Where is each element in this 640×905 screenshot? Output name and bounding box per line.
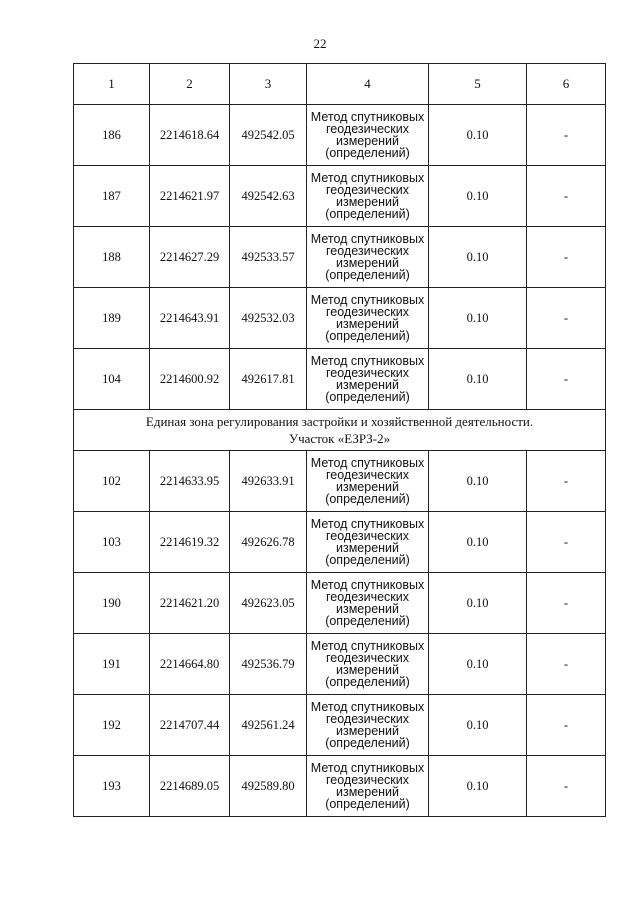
point-number-cell: 188: [74, 227, 150, 288]
accuracy-cell: 0.10: [429, 288, 527, 349]
table-row: [74, 756, 606, 817]
table-row: [74, 105, 606, 166]
accuracy-cell: 0.10: [429, 695, 527, 756]
coordinates-table: [73, 63, 606, 817]
x-coordinate-cell: 2214621.97: [150, 166, 230, 227]
table-row: [74, 227, 606, 288]
method-cell: Метод спутниковых геодезических измерений (определений): [307, 288, 429, 349]
x-coordinate-cell: 2214618.64: [150, 105, 230, 166]
x-coordinate-cell: 2214643.91: [150, 288, 230, 349]
point-number-cell: 190: [74, 573, 150, 634]
y-coordinate-cell: 492542.05: [230, 105, 307, 166]
x-coordinate-cell: 2214689.05: [150, 756, 230, 817]
method-cell: Метод спутниковых геодезических измерений (определений): [307, 573, 429, 634]
method-cell: Метод спутниковых геодезических измерений (определений): [307, 512, 429, 573]
point-number-cell: 186: [74, 105, 150, 166]
note-cell: -: [527, 451, 606, 512]
column-header: 4: [307, 64, 429, 105]
accuracy-cell: 0.10: [429, 756, 527, 817]
method-cell: Метод спутниковых геодезических измерений (определений): [307, 349, 429, 410]
y-coordinate-cell: 492536.79: [230, 634, 307, 695]
column-header: 6: [527, 64, 606, 105]
table-row: [74, 573, 606, 634]
y-coordinate-cell: 492533.57: [230, 227, 307, 288]
note-cell: -: [527, 695, 606, 756]
column-header: 3: [230, 64, 307, 105]
accuracy-cell: 0.10: [429, 634, 527, 695]
x-coordinate-cell: 2214633.95: [150, 451, 230, 512]
x-coordinate-cell: 2214707.44: [150, 695, 230, 756]
y-coordinate-cell: 492626.78: [230, 512, 307, 573]
method-cell: Метод спутниковых геодезических измерений (определений): [307, 227, 429, 288]
x-coordinate-cell: 2214621.20: [150, 573, 230, 634]
y-coordinate-cell: 492623.05: [230, 573, 307, 634]
table-row: [74, 451, 606, 512]
section-row: [74, 410, 606, 451]
column-header: 5: [429, 64, 527, 105]
column-header: 2: [150, 64, 230, 105]
note-cell: -: [527, 105, 606, 166]
note-cell: -: [527, 512, 606, 573]
accuracy-cell: 0.10: [429, 227, 527, 288]
point-number-cell: 104: [74, 349, 150, 410]
section-title: [74, 410, 606, 451]
method-cell: Метод спутниковых геодезических измерений (определений): [307, 166, 429, 227]
note-cell: -: [527, 349, 606, 410]
x-coordinate-cell: 2214627.29: [150, 227, 230, 288]
table-row: [74, 166, 606, 227]
accuracy-cell: 0.10: [429, 512, 527, 573]
method-cell: Метод спутниковых геодезических измерений (определений): [307, 634, 429, 695]
note-cell: -: [527, 227, 606, 288]
table-row: [74, 512, 606, 573]
accuracy-cell: 0.10: [429, 166, 527, 227]
x-coordinate-cell: 2214664.80: [150, 634, 230, 695]
page-number: 22: [313, 36, 327, 51]
point-number-cell: 102: [74, 451, 150, 512]
section-title-line2: Участок «ЕЗРЗ-2»: [288, 431, 391, 446]
accuracy-cell: 0.10: [429, 349, 527, 410]
table-row: [74, 634, 606, 695]
note-cell: -: [527, 573, 606, 634]
accuracy-cell: 0.10: [429, 105, 527, 166]
x-coordinate-cell: 2214619.32: [150, 512, 230, 573]
point-number-cell: 193: [74, 756, 150, 817]
note-cell: -: [527, 166, 606, 227]
note-cell: -: [527, 288, 606, 349]
table-row: [74, 349, 606, 410]
note-cell: -: [527, 634, 606, 695]
x-coordinate-cell: 2214600.92: [150, 349, 230, 410]
method-cell: Метод спутниковых геодезических измерений (определений): [307, 756, 429, 817]
table-row: [74, 288, 606, 349]
table-row: [74, 695, 606, 756]
y-coordinate-cell: 492542.63: [230, 166, 307, 227]
column-header: 1: [74, 64, 150, 105]
accuracy-cell: 0.10: [429, 573, 527, 634]
note-cell: -: [527, 756, 606, 817]
y-coordinate-cell: 492589.80: [230, 756, 307, 817]
method-cell: Метод спутниковых геодезических измерений (определений): [307, 451, 429, 512]
section-title-line1: Единая зона регулирования застройки и хозяйственной деятельности.: [145, 414, 534, 429]
accuracy-cell: 0.10: [429, 451, 527, 512]
method-cell: Метод спутниковых геодезических измерений (определений): [307, 105, 429, 166]
y-coordinate-cell: 492561.24: [230, 695, 307, 756]
point-number-cell: 189: [74, 288, 150, 349]
point-number-cell: 192: [74, 695, 150, 756]
header-row: [74, 64, 606, 105]
y-coordinate-cell: 492633.91: [230, 451, 307, 512]
y-coordinate-cell: 492617.81: [230, 349, 307, 410]
y-coordinate-cell: 492532.03: [230, 288, 307, 349]
point-number-cell: 103: [74, 512, 150, 573]
point-number-cell: 187: [74, 166, 150, 227]
method-cell: Метод спутниковых геодезических измерений (определений): [307, 695, 429, 756]
point-number-cell: 191: [74, 634, 150, 695]
